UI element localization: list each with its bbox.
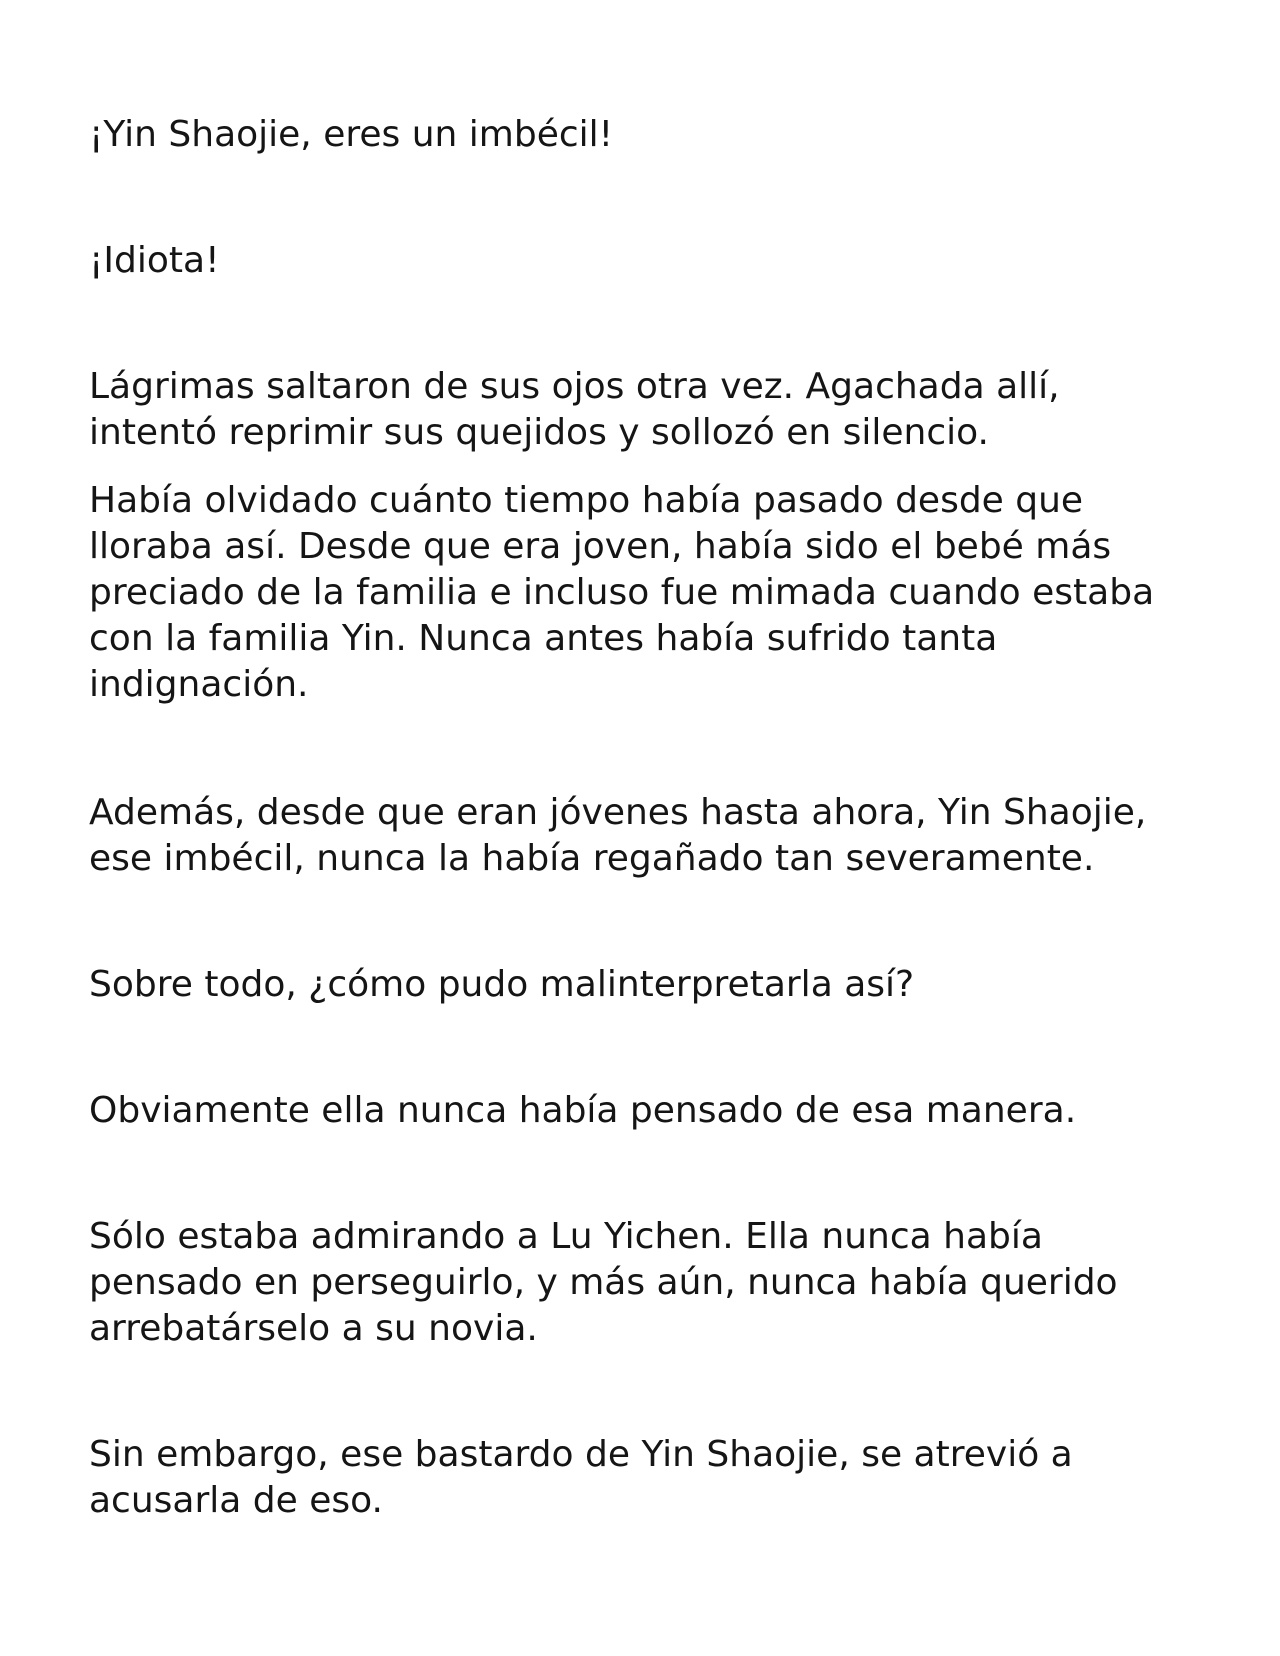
paragraph [89, 238, 1219, 284]
text-line: Obviamente ella nunca había pensado de esa manera. [89, 1090, 1077, 1131]
text-line: Además, desde que eran jóvenes hasta ahora, Yin Shaojie, [89, 792, 1147, 833]
text-line: lloraba así. Desde que era joven, había sido el bebé más [89, 526, 1112, 567]
text-line: Sin embargo, ese bastardo de Yin Shaojie, se atrevió a [89, 1434, 1073, 1475]
text-line: ese imbécil, nunca la había regañado tan severamente. [89, 838, 1095, 879]
paragraph [89, 478, 1219, 708]
paragraph [89, 790, 1219, 882]
text-line: con la familia Yin. Nunca antes había sufrido tanta [89, 618, 998, 659]
paragraph [89, 962, 1219, 1008]
text-line: acusarla de eso. [89, 1480, 383, 1521]
text-line: ¡Yin Shaojie, eres un imbécil! [89, 114, 614, 155]
text-line: preciado de la familia e incluso fue mimada cuando estaba [89, 572, 1155, 613]
paragraph [89, 112, 1219, 158]
text-line: ¡Idiota! [89, 240, 220, 281]
text-line: intentó reprimir sus quejidos y sollozó en silencio. [89, 412, 989, 453]
text-line: indignación. [89, 664, 309, 705]
text-line: Sólo estaba admirando a Lu Yichen. Ella nunca había [89, 1216, 1043, 1257]
text-line: Sobre todo, ¿cómo pudo malinterpretarla así? [89, 964, 915, 1005]
paragraph [89, 1088, 1219, 1134]
text-line: Había olvidado cuánto tiempo había pasado desde que [89, 480, 1084, 521]
paragraph [89, 364, 1219, 456]
paragraph [89, 1432, 1219, 1524]
text-line: pensado en perseguirlo, y más aún, nunca había querido [89, 1262, 1118, 1303]
text-line: Lágrimas saltaron de sus ojos otra vez. Agachada allí, [89, 366, 1060, 407]
paragraph [89, 1214, 1219, 1352]
text-line: arrebatárselo a su novia. [89, 1308, 538, 1349]
